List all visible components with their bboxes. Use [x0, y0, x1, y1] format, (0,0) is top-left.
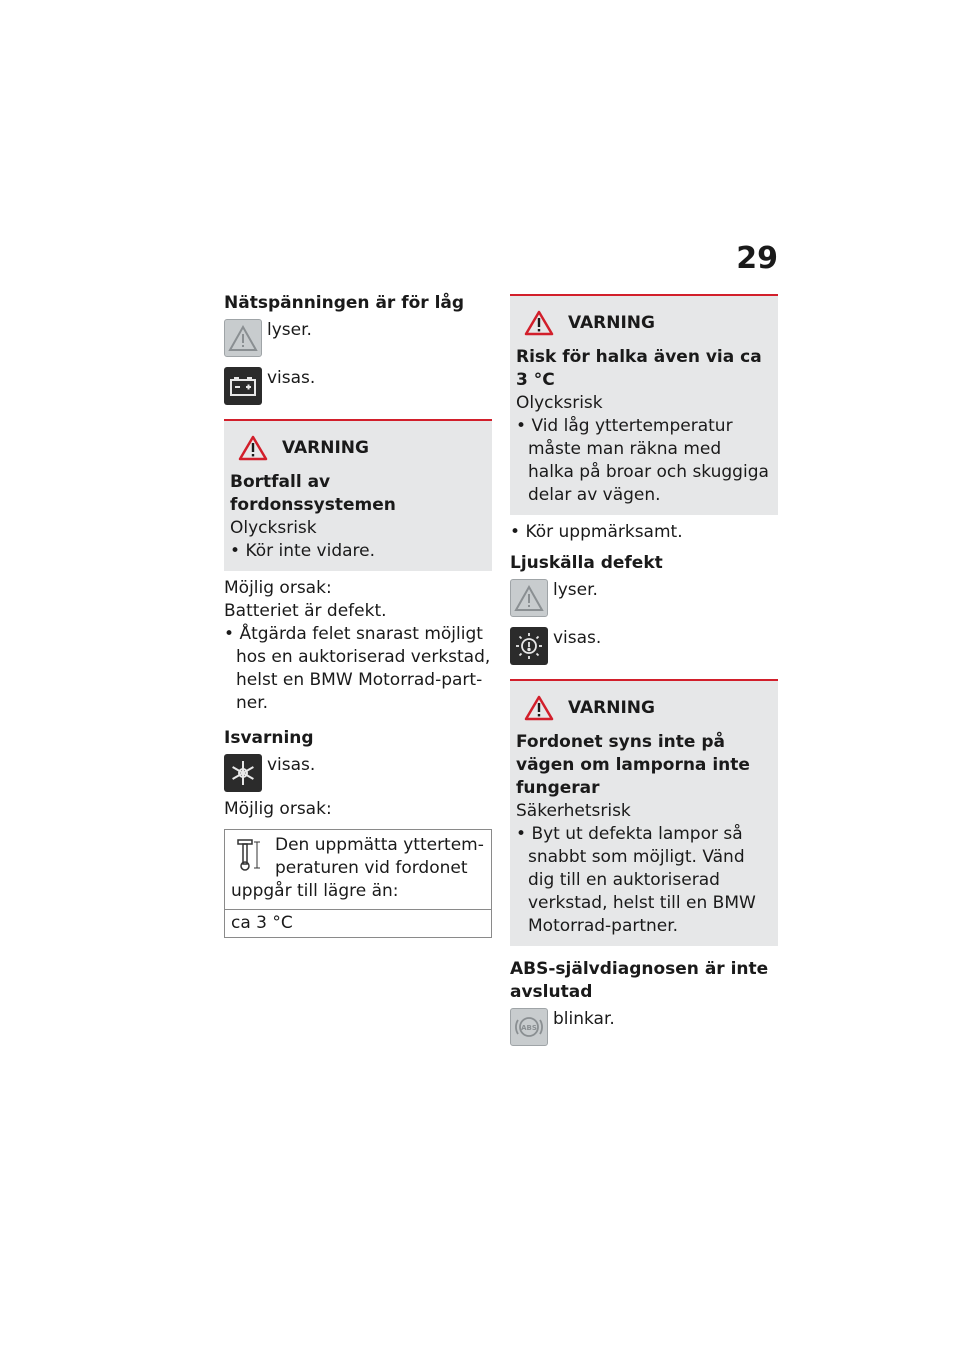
warning-label: VARNING	[568, 697, 655, 718]
warning-label: VARNING	[282, 437, 369, 458]
warning-box	[510, 679, 778, 946]
icon-status-text: lyser.	[553, 580, 598, 600]
spec-value: ca 3 °C	[225, 909, 491, 937]
warning-risk: Olycksrisk	[516, 393, 603, 413]
warning-title: Bortfall av fordonssystemen	[230, 472, 396, 515]
page-number: 29	[736, 241, 778, 276]
warning-risk: Olycksrisk	[230, 518, 317, 538]
cause-label: Möjlig orsak:	[224, 799, 332, 819]
spec-table	[224, 829, 492, 938]
action-bullet: • Kör uppmärksamt.	[510, 521, 778, 544]
section-heading-ice-warning: Isvarning	[224, 728, 314, 748]
icon-row	[224, 367, 492, 405]
warning-box	[510, 294, 778, 515]
right-column	[510, 282, 778, 1046]
spec-text-line: uppgår till lägre än:	[231, 881, 399, 901]
icon-row	[224, 754, 492, 792]
icon-row	[224, 319, 492, 357]
icon-status-text: visas.	[553, 628, 602, 648]
warning-triangle-icon	[524, 695, 554, 721]
section-heading-low-voltage: Nätspänningen är för låg	[224, 293, 465, 313]
spec-text-line: peraturen vid fordonet	[275, 858, 468, 878]
snowflake-icon	[224, 754, 262, 792]
warning-triangle-icon	[524, 310, 554, 336]
icon-status-text: visas.	[267, 755, 316, 775]
warning-bullet: • Byt ut defekta lampor så snabbt som möjligt. Vänd dig till en auktoriserad verkstad, helst till en BMW Motorrad-partner.	[516, 823, 772, 938]
warning-bullet: • Vid låg yttertemperatur måste man räkna med halka på broar och skuggiga delar av vägen.	[516, 415, 772, 507]
warning-bullet: • Kör inte vidare.	[230, 540, 486, 563]
spec-text-line: Den uppmätta yttertem-	[275, 835, 484, 855]
warning-title: Risk för halka även via ca 3 °C	[516, 347, 762, 390]
icon-row	[510, 627, 778, 665]
abs-icon	[510, 1008, 548, 1046]
icon-row	[510, 1008, 778, 1046]
icon-status-text: lyser.	[267, 320, 312, 340]
bulb-defect-icon	[510, 627, 548, 665]
icon-row	[510, 579, 778, 617]
warning-header	[230, 435, 486, 461]
section-heading-light-defect: Ljuskälla defekt	[510, 553, 663, 573]
thermometer-icon	[235, 838, 261, 872]
section-heading-abs-selfdiagnosis: ABS-självdiagnosen är inte avslutad	[510, 959, 769, 1002]
warning-title: Fordonet syns inte på vägen om lamporna inte fungerar	[516, 732, 750, 798]
abs-icon-label: ABS	[521, 1024, 537, 1032]
warning-risk: Säkerhetsrisk	[516, 801, 631, 821]
general-warning-icon	[224, 319, 262, 357]
warning-header	[516, 695, 772, 721]
cause-text: Batteriet är defekt.	[224, 601, 387, 621]
action-bullet: • Åtgärda felet snarast möjligt hos en auktoriserad verkstad, helst en BMW Motorrad-part-ner.	[224, 623, 492, 715]
warning-triangle-icon	[238, 435, 268, 461]
battery-icon	[224, 367, 262, 405]
warning-label: VARNING	[568, 312, 655, 333]
warning-header	[516, 310, 772, 336]
general-warning-icon	[510, 579, 548, 617]
icon-status-text: blinkar.	[553, 1009, 615, 1029]
left-column	[224, 292, 492, 938]
warning-box	[224, 419, 492, 571]
icon-status-text: visas.	[267, 368, 316, 388]
spec-description	[225, 830, 491, 909]
cause-label: Möjlig orsak:	[224, 578, 332, 598]
